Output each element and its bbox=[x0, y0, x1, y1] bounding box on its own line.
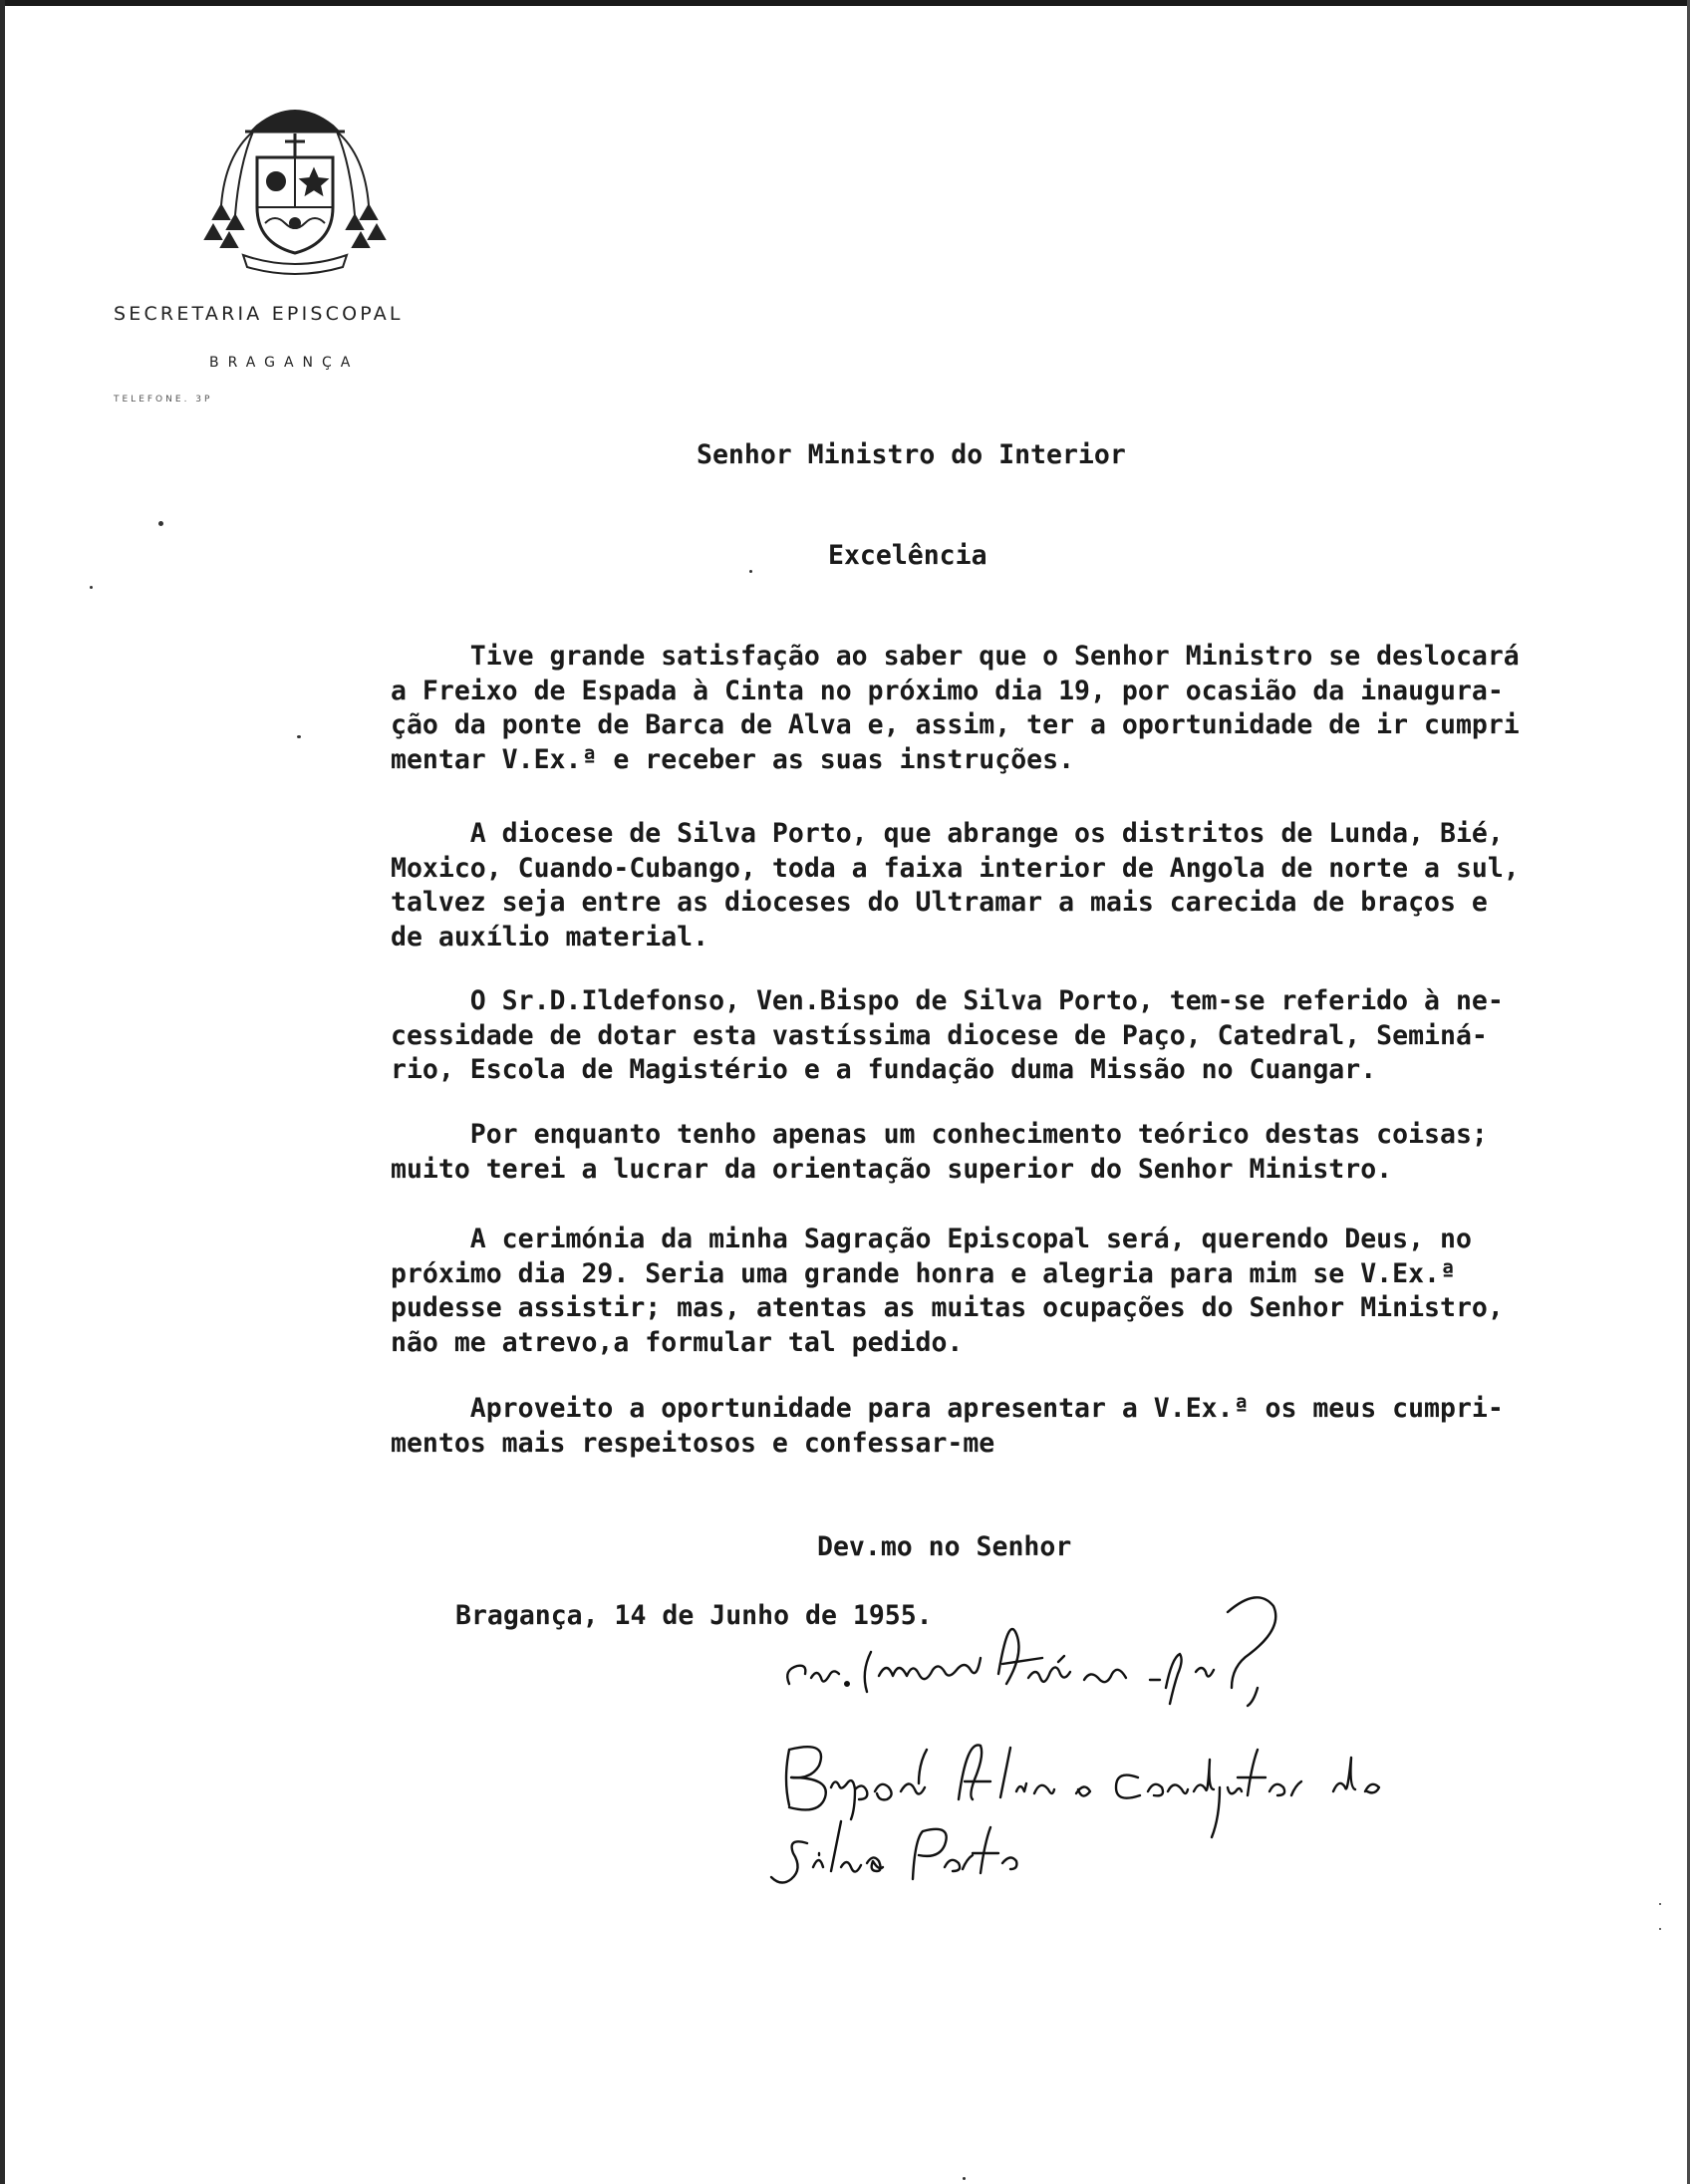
addressee: Senhor Ministro do Interior bbox=[697, 439, 1126, 470]
paragraph: Tive grande satisfação ao saber que o Senhor Ministro se deslocará a Freixo de Espada à Cinta no próximo dia 19, por ocasião da inaugura- ção da ponte de Barca de Alva e, assim, ter a oportunidade de ir cumpri mentar V.Ex.ª e receber as suas instruções. bbox=[391, 641, 1520, 775]
place-date: Bragança, 14 de Junho de 1955. bbox=[455, 1600, 933, 1631]
scan-speck bbox=[297, 735, 301, 738]
paragraph: A cerimónia da minha Sagração Episcopal será, querendo Deus, no próximo dia 29. Seria uma grande honra e alegria para mim se V.Ex.ª pudesse assistir; mas, atentas as muitas ocupações do Senhor Ministro, não me atrevo,a formular tal pedido. bbox=[391, 1224, 1504, 1358]
scan-speck bbox=[158, 521, 163, 526]
letterhead-city: BRAGANÇA bbox=[209, 355, 360, 371]
letterhead-title: SECRETARIA EPISCOPAL bbox=[114, 303, 404, 325]
scan-speck bbox=[963, 2177, 966, 2180]
scan-edge-top bbox=[0, 0, 1690, 6]
paragraph: O Sr.D.Ildefonso, Ven.Bispo de Silva Porto, tem-se referido à ne- cessidade de dotar esta vastíssima diocese de Paço, Catedral, Seminá- rio, Escola de Magistério e a fundação duma Missão no Cuangar. bbox=[391, 985, 1504, 1085]
paragraph: A diocese de Silva Porto, que abrange os distritos de Lunda, Bié, Moxico, Cuando-Cubango, toda a faixa interior de Angola de norte a sul, talvez seja entre as dioceses do Ultramar a mais carecida de braços e de auxílio material. bbox=[391, 818, 1520, 953]
scan-speck bbox=[749, 570, 752, 573]
handwritten-signature bbox=[767, 1592, 1485, 1921]
letterhead-phone: TELEFONE. 3P bbox=[114, 395, 213, 405]
scan-speck bbox=[1659, 1903, 1661, 1905]
scan-speck bbox=[1659, 1928, 1661, 1930]
episcopal-coat-of-arms-icon bbox=[195, 96, 395, 279]
closing: Dev.mo no Senhor bbox=[817, 1531, 1072, 1562]
salutation: Excelência bbox=[828, 540, 987, 571]
paragraph: Por enquanto tenho apenas um conhecimento teórico destas coisas; muito terei a lucrar da orientação superior do Senhor Ministro. bbox=[391, 1119, 1488, 1185]
paragraph: Aproveito a oportunidade para apresentar a V.Ex.ª os meus cumpri- mentos mais respeitosos e confessar-me bbox=[391, 1393, 1504, 1459]
scan-speck bbox=[90, 586, 93, 589]
scan-edge-left bbox=[0, 0, 5, 2184]
